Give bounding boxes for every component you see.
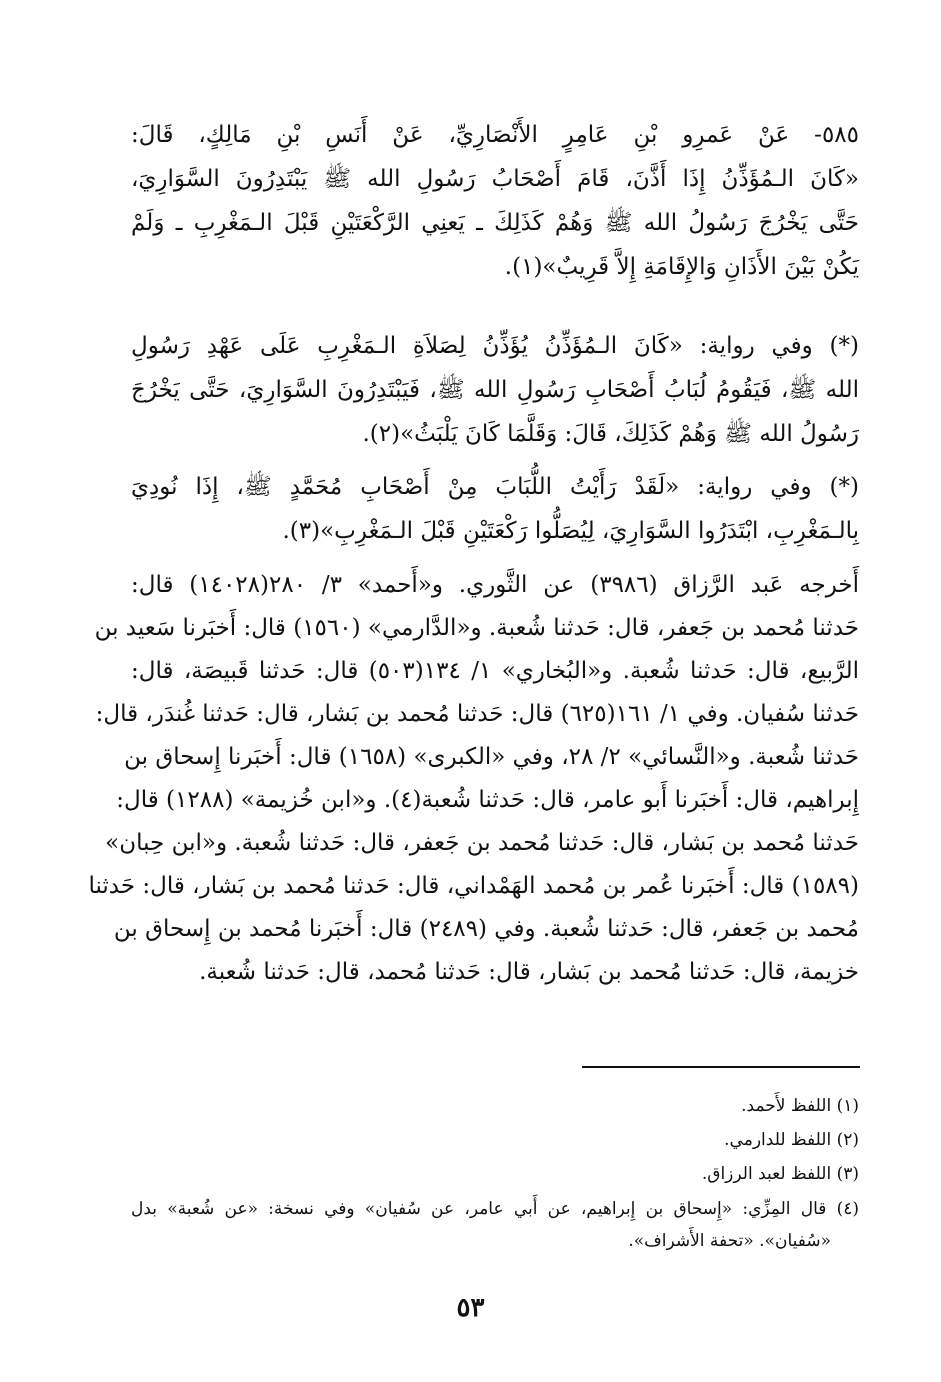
page-number: ٥٣ bbox=[456, 1293, 485, 1323]
footnote: (٣) اللفظ لعبد الرزاق. bbox=[701, 1164, 859, 1184]
text-line: الرَّبيع، قال: حَدثنا شُعبة. و«البُخاري» ١/ ١٣٤(٥٠٣) قال: حَدثنا قَبيصَة، قال: bbox=[131, 658, 860, 684]
text-line: (*) وفي رواية: «كَانَ الـمُؤَذِّنُ يُؤَذِّنُ لِصَلاَةِ الـمَغْرِبِ عَلَى عَهْدِ رَسُولِ bbox=[131, 333, 859, 359]
footnote: (٢) اللفظ للدارمي. bbox=[724, 1130, 859, 1150]
text-line: مُحمد بن جَعفر، قال: حَدثنا شُعبة. وفي (٢٤٨٩) قال: أَخبَرنا مُحمد بن إِسحاق بن bbox=[113, 916, 859, 942]
text-line: خزيمة، قال: حَدثنا مُحمد بن بَشار، قال: حَدثنا مُحمد، قال: حَدثنا شُعبة. bbox=[199, 959, 859, 985]
text-line: بِالـمَغْرِبِ، ابْتَدَرُوا السَّوَارِيَ، لِيُصَلُّوا رَكْعَتَيْنِ قَبْلَ الـمَغْرِبِ»(٣). bbox=[282, 518, 859, 544]
hadith-heading-line: ٥٨٥- عَنْ عَمرِو بْنِ عَامِرٍ الأَنْصَارِيِّ، عَنْ أَنَسِ بْنِ مَالِكٍ، قَالَ: bbox=[131, 122, 859, 148]
text-line: (*) وفي رواية: «لَقَدْ رَأَيْتُ اللُّبَابَ مِنْ أَصْحَابِ مُحَمَّدٍ ﷺ، إِذَا نُودِيَ bbox=[131, 474, 859, 500]
text-line: حَدثنا مُحمد بن جَعفر، قال: حَدثنا شُعبة. و«الدَّارمي» (١٥٦٠) قال: أَخبَرنا سَعيد بن bbox=[94, 615, 859, 641]
text-line: يَكُنْ بَيْنَ الأَذَانِ وَالإِقَامَةِ إِلاَّ قَرِيبٌ»(١). bbox=[504, 254, 859, 280]
footnote-continuation: «سُفيان». «تحفة الأَشراف». bbox=[628, 1231, 831, 1251]
footnote-divider bbox=[582, 1066, 860, 1068]
text-line: حَتَّى يَخْرُجَ رَسُولُ الله ﷺ وَهُمْ كَذَلِكَ ـ يَعنِي الرَّكْعَتَيْنِ قَبْلَ الـمَغْرِبِ ـ وَلَمْ bbox=[131, 210, 859, 236]
text-line: أَخرجه عَبد الرَّزاق (٣٩٨٦) عن الثَّوري. و«أَحمد» ٣/ ٢٨٠(١٤٠٢٨) قال: bbox=[131, 572, 860, 598]
footnote: (١) اللفظ لأَحمد. bbox=[741, 1096, 859, 1116]
footnote: (٤) قال المِزِّي: «إِسحاق بن إِبراهيم، عن أَبي عامر، عن سُفيان» وفي نسخة: «عن شُعبة» بدل bbox=[131, 1199, 859, 1219]
text-line: حَدثنا سُفيان. وفي ١/ ١٦١(٦٢٥) قال: حَدثنا مُحمد بن بَشار، قال: حَدثنا غُندَر، قال: bbox=[95, 701, 859, 727]
text-line: رَسُولُ الله ﷺ وَهُمْ كَذَلِكَ، قَالَ: وَقَلَّمَا كَانَ يَلْبَثُ»(٢). bbox=[362, 421, 859, 447]
text-line: حَدثنا شُعبة. و«النَّسائي» ٢/ ٢٨، وفي «الكبرى» (١٦٥٨) قال: أَخبَرنا إِسحاق بن bbox=[124, 744, 859, 770]
text-line: الله ﷺ، فَيَقُومُ لُبَابُ أَصْحَابِ رَسُولِ الله ﷺ، فَيَبْتَدِرُونَ السَّوَارِيَ، حَتَّى يَخْرُجَ bbox=[131, 377, 859, 403]
text-line: (١٥٨٩) قال: أَخبَرنا عُمر بن مُحمد الهَمْداني، قال: حَدثنا مُحمد بن بَشار، قال: حَدثنا bbox=[88, 873, 859, 899]
text-line: «كَانَ الـمُؤَذِّنُ إِذَا أَذَّنَ، قَامَ أَصْحَابُ رَسُولِ الله ﷺ يَبْتَدِرُونَ السَّوَارِيَ، bbox=[131, 166, 859, 192]
text-line: إِبراهيم، قال: أَخبَرنا أَبو عامر، قال: حَدثنا شُعبة(٤). و«ابن خُزيمة» (١٢٨٨) قال: bbox=[116, 787, 859, 813]
text-line: حَدثنا مُحمد بن بَشار، قال: حَدثنا مُحمد بن جَعفر، قال: حَدثنا شُعبة. و«ابن حِبان» bbox=[105, 830, 859, 856]
